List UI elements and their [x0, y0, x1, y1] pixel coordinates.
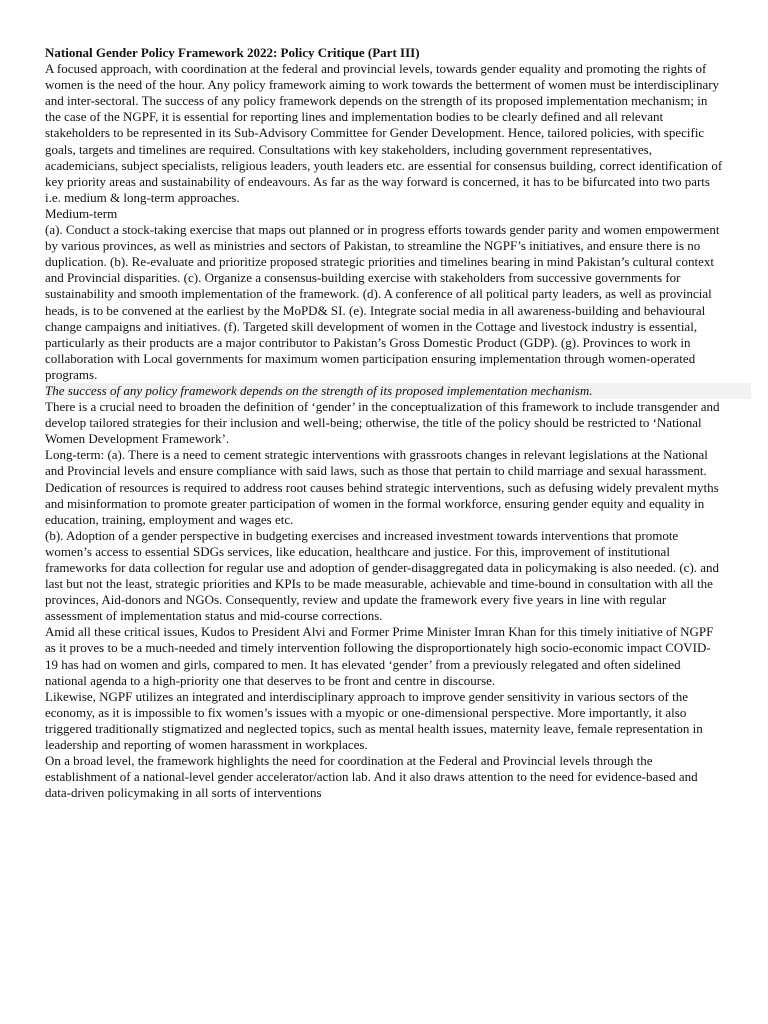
- paragraph-long-term-b-c: (b). Adoption of a gender perspective in budgeting exercises and increased investment towards interventions that promote women’s access to essential SDGs services, like education, healthcare and justice. For this, improvement of institutional frameworks for data collection for regular use and adoption of gender-disaggregated data in policymaking is also needed. (c). and last but not the least, strategic priorities and KPIs to be made measurable, achievable and time-bound in consultation with all the provinces, Aid-donors and NGOs. Consequently, review and update the framework every five years in line with regular assessment of implementation status and mid-course corrections.: [45, 527, 720, 624]
- paragraph-long-term-a: Long-term: (a). There is a need to cement strategic interventions with grassroots changes in relevant legislations at the National and Provincial levels and ensure compliance with said laws, such as those that pertain to child marriage and sexual harassment. Dedication of resources is required to address root causes behind strategic interventions, such as defusing widely prevalent myths and misinformation to promote greater participation of women in the formal workforce, ensuring gender equity and equality in education, training, employment and wages etc.: [45, 447, 719, 527]
- paragraph-medium-term: (a). Conduct a stock-taking exercise that maps out planned or in progress efforts towards gender parity and women empowerment by various provinces, as well as ministries and sectors of Pakistan, to streamline the NGPF’s initiatives, and ensure there is no duplication. (b). Re-evaluate and prioritize proposed strategic priorities and timelines bearing in mind Pakistan’s cultural context and Provincial disparities. (c). Organize a consensus-building exercise with stakeholders from successive governments for sustainability and smooth implementation of the framework. (d). A conference of all political party leaders, as well as provincial heads, is to be convened at the earliest by the MoPD& SI. (e). Integrate social media in all awareness-building and behavioural change campaigns and initiatives. (f). Targeted skill development of women in the Cottage and livestock industry is essential, particularly as their products are a major contributor to Pakistan’s Gross Domestic Product (GDP). (g). Provinces to work in collaboration with Local governments for maximum women participation ensuring implementation through women-operated programs.: [45, 222, 720, 382]
- paragraph-conclusion: On a broad level, the framework highlights the need for coordination at the Federal and Provincial levels through the establishment of a national-level gender accelerator/action lab. And it also draws attention to the need for evidence-based and data-driven policymaking in all sorts of interventions: [45, 753, 698, 801]
- paragraph-kudos: Amid all these critical issues, Kudos to President Alvi and Former Prime Minister Imran Khan for this timely initiative of NGPF as it proves to be a much-needed and timely intervention following the disproportionately high socio-economic impact COVID-19 has had on women and girls, compared to men. It has elevated ‘gender’ from a previously relegated and often sidelined national agenda to a high-priority one that deserves to be front and centre in discourse.: [45, 624, 714, 688]
- paragraph-likewise: Likewise, NGPF utilizes an integrated and interdisciplinary approach to improve gender sensitivity in various sectors of the economy, as it is impossible to fix women’s issues with a myopic or one-dimensional perspective. More importantly, it also triggered traditionally stigmatized and neglected topics, such as mental health issues, maternity leave, female representation in leadership and reporting of women harassment in workplaces.: [45, 688, 703, 753]
- document-body: [45, 45, 723, 801]
- section-heading-medium-term: Medium-term: [45, 205, 118, 221]
- pull-quote: The success of any policy framework depends on the strength of its proposed implementation mechanism.: [45, 383, 751, 399]
- document-title: National Gender Policy Framework 2022: Policy Critique (Part III): [45, 45, 420, 60]
- paragraph-gender-definition: There is a crucial need to broaden the definition of ‘gender’ in the conceptualization of this framework to include transgender and develop tailored strategies for their inclusion and well-being; otherwise, the title of the policy should be restricted to ‘National Women Development Framework’.: [45, 399, 720, 447]
- paragraph-intro: A focused approach, with coordination at the federal and provincial levels, towards gender equality and promoting the rights of women is the need of the hour. Any policy framework aiming to work towards the betterment of women must be interdisciplinary and inter-sectoral. The success of any policy framework depends on the strength of its proposed implementation mechanism; in the case of the NGPF, it is essential for reporting lines and implementation bodies to be clearly defined and all relevant stakeholders to be represented in its Sub-Advisory Committee for Gender Development. Hence, tailored policies, with specific goals, targets and timelines are required. Consultations with key stakeholders, including government representatives, academicians, subject specialists, religious leaders, youth leaders etc. are essential for consensus building, correct identification of key priority areas and sustainability of endeavours. As far as the way forward is concerned, it has to be bifurcated into two parts i.e. medium & long-term approaches.: [45, 61, 723, 205]
